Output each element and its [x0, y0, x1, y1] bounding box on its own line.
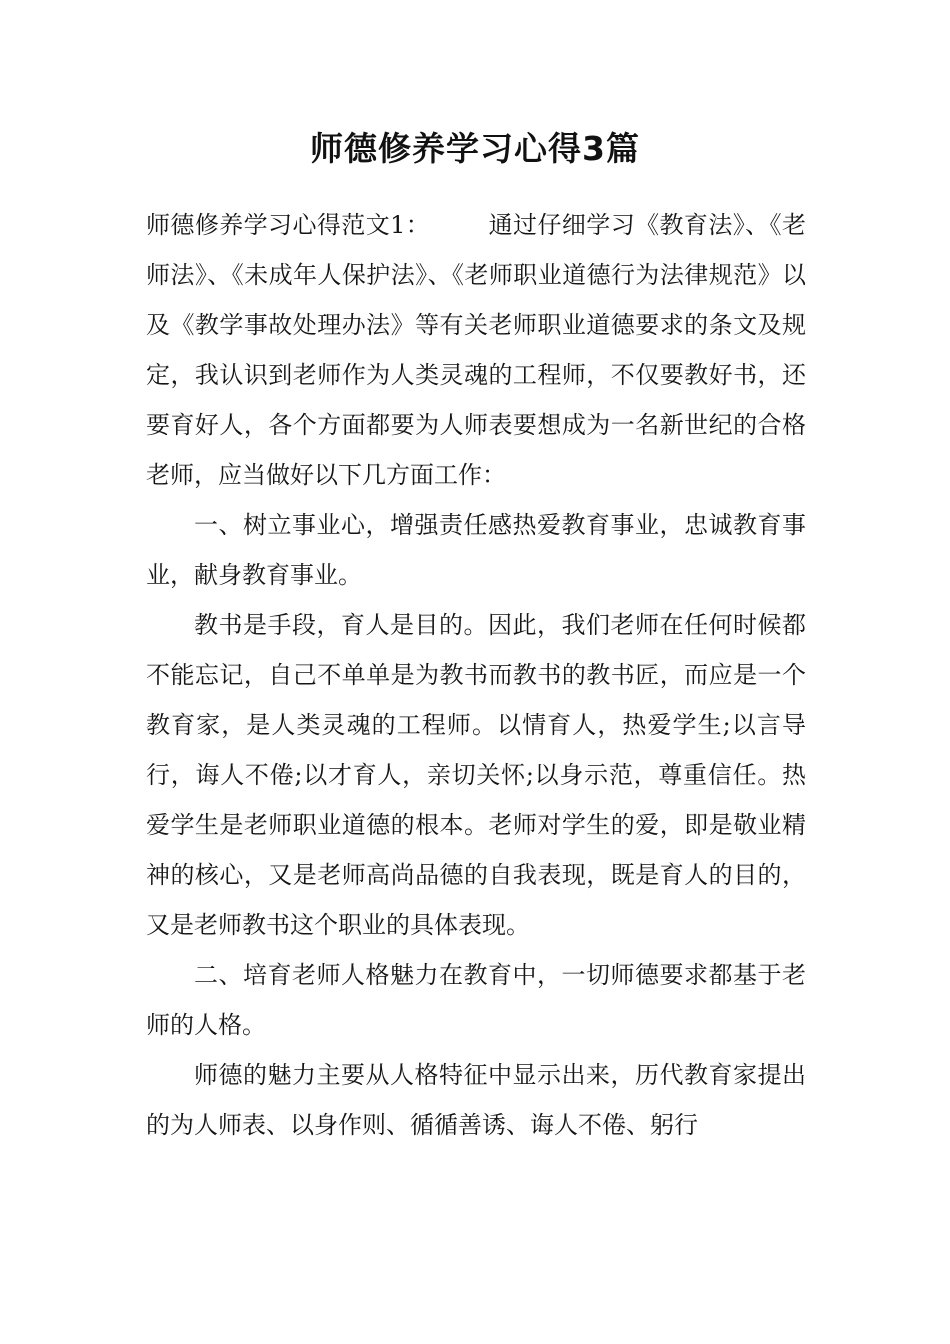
paragraph-4: 师德的魅力主要从人格特征中显示出来，历代教育家提出的为人师表、以身作则、循循善诱、诲人不倦、躬行: [146, 1061, 806, 1139]
lead-paragraph: [146, 200, 806, 500]
document-title: 师德修养学习心得3篇: [310, 129, 640, 168]
paragraph-2: 教书是手段，育人是目的。因此，我们老师在任何时候都不能忘记，自己不单单是为教书而教书的教书匠，而应是一个教育家，是人类灵魂的工程师。以情育人，热爱学生;以言导行，诲人不倦;以才育人，亲切关怀;以身示范，尊重信任。热爱学生是老师职业道德的根本。老师对学生的爱，即是敬业精神的核心，又是老师高尚品德的自我表现，既是育人的目的，又是老师教书这个职业的具体表现。: [146, 611, 806, 939]
document-body: [146, 200, 806, 1150]
paragraph-3: 二、培育老师人格魅力在教育中，一切师德要求都基于老师的人格。: [146, 961, 806, 1039]
paragraph-1: 一、树立事业心，增强责任感热爱教育事业，忠诚教育事业，献身教育事业。: [146, 511, 806, 589]
lead-text: 通过仔细学习《教育法》、《老师法》、《未成年人保护法》、《老师职业道德行为法律规范》以及《教学事故处理办法》等有关老师职业道德要求的条文及规定，我认识到老师作为人类灵魂的工程师，不仅要教好书，还要育好人，各个方面都要为人师表要想成为一名新世纪的合格老师，应当做好以下几方面工作：: [146, 211, 806, 489]
lead-label: 师德修养学习心得范文1：: [146, 211, 431, 239]
